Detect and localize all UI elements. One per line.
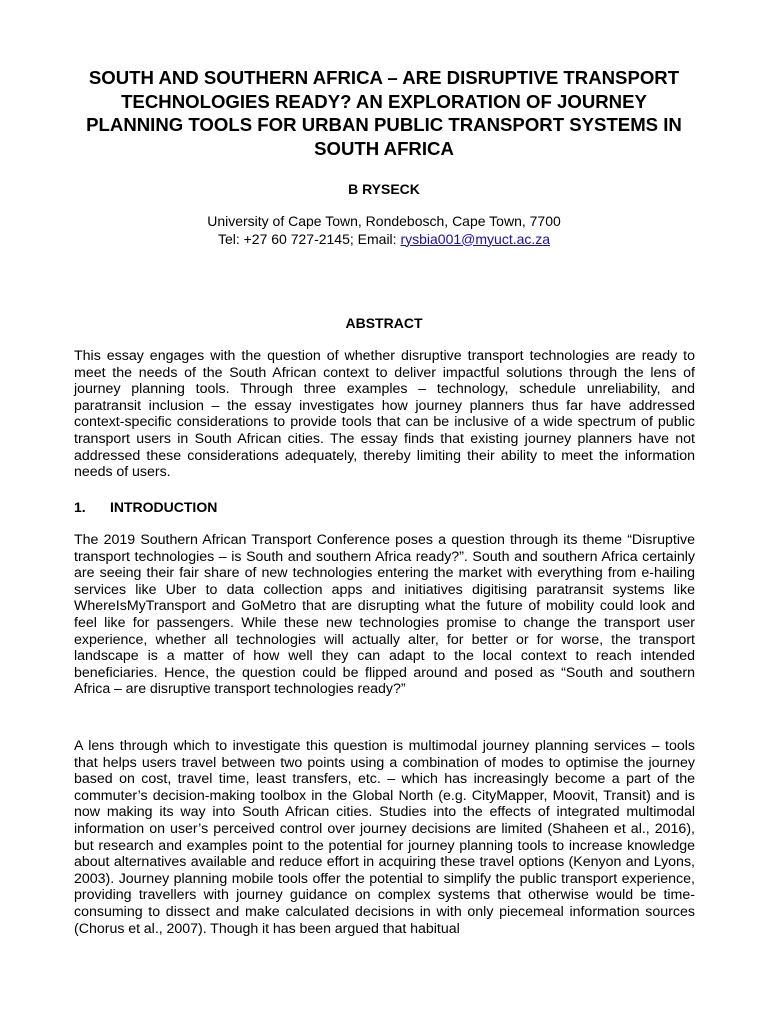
author-name: B RYSECK xyxy=(348,181,420,197)
introduction-paragraph-2: A lens through which to investigate this question is multimodal journey planning services – tools that helps users travel between two points using a combination of modes to optimise the journey based on cost, travel time, least transfers, etc. – which has increasingly become a part of the commuter’s decision-making toolbox in the Global North (e.g. CityMapper, Moovit, Transit) and is now making its way into South African cities. Studies into the effects of integrated multimodal information on user’s perceived control over journey decisions are limited (Shaheen et al., 2016), but research and examples point to the potential for journey planning tools to increase knowledge about alternatives available and reduce effort in acquiring these travel options (Kenyon and Lyons, 2003). Journey planning mobile tools offer the potential to simplify the public transport experience, providing travellers with journey guidance on complex systems that otherwise would be time-consuming to dissect and make calculated decisions in with only piecemeal information sources (Chorus et al., 2007). Though it has been argued that habitual xyxy=(74,738,695,937)
contact-prefix: Tel: +27 60 727-2145; Email: xyxy=(217,230,401,247)
section-title: INTRODUCTION xyxy=(110,499,218,515)
abstract-text: This essay engages with the question of whether disruptive transport technologies are ready to meet the needs of the South African context to deliver impactful solutions through the lens of journey planning tools. Through three examples – technology, schedule unreliability, and paratransit inclusion – the essay investigates how journey planners thus far have addressed context-specific considerations to provide tools that can be inclusive of a wide spectrum of public transport users in South African cities. The essay finds that existing journey planners have not addressed these considerations adequately, thereby limiting their ability to meet the information needs of users. xyxy=(74,348,695,481)
affiliation-address: University of Cape Town, Rondebosch, Cape Town, 7700 xyxy=(207,213,561,229)
abstract-heading: ABSTRACT xyxy=(345,315,423,331)
section-heading-introduction xyxy=(74,498,217,516)
section-number: 1. xyxy=(74,499,86,515)
affiliation-contact xyxy=(74,231,694,249)
author-affiliation xyxy=(74,213,694,248)
email-link[interactable]: rysbia001@myuct.ac.za xyxy=(400,230,551,247)
introduction-paragraph-1: The 2019 Southern African Transport Conference poses a question through its theme “Disruptive transport technologies – is South and southern Africa ready?”. South and southern Africa certainly are seeing their fair share of new technologies entering the market with everything from e-hailing services like Uber to data collection apps and initiatives digitising paratransit systems like WhereIsMyTransport and GoMetro that are disrupting what the future of mobility could look and feel like for passengers. While these new technologies promise to change the transport user experience, whether all technologies will actually alter, for better or for worse, the transport landscape is a matter of how well they can adapt to the local context to reach intended beneficiaries. Hence, the question could be flipped around and posed as “South and southern Africa – are disruptive transport technologies ready?” xyxy=(74,532,695,698)
paper-title: SOUTH AND SOUTHERN AFRICA – ARE DISRUPTIVE TRANSPORT TECHNOLOGIES READY? AN EXPLORATION OF JOURNEY PLANNING TOOLS FOR URBAN PUBLIC TRANSPORT SYSTEMS IN SOUTH AFRICA xyxy=(86,67,682,160)
